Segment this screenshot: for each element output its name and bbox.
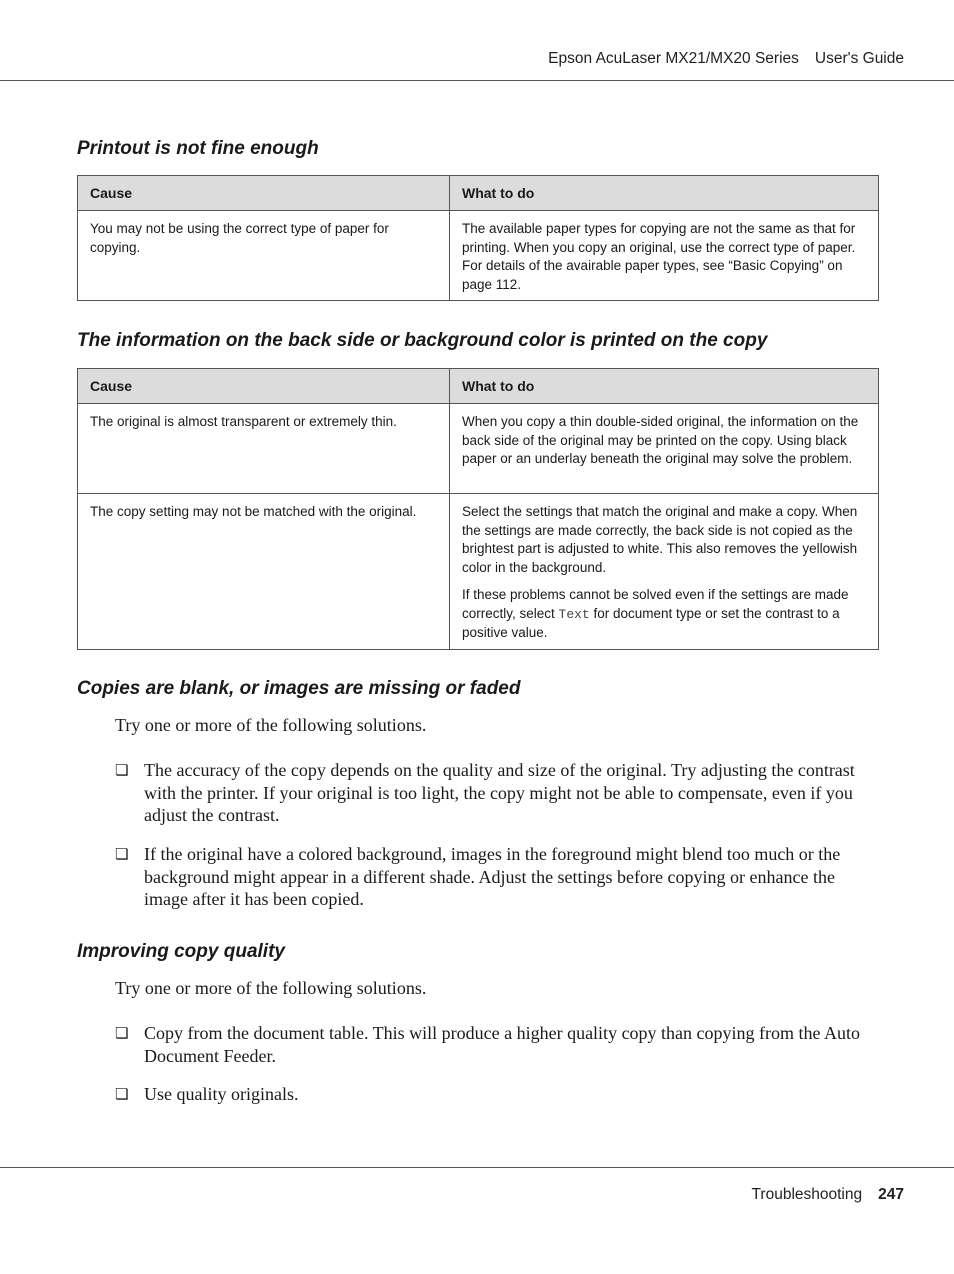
cause-cell: The original is almost transparent or extremely thin. (78, 404, 450, 494)
checkbox-bullet-icon: ❏ (115, 1085, 129, 1103)
table-printout (77, 175, 879, 301)
header-guide: User's Guide (814, 50, 904, 67)
column-header-cause: Cause (78, 176, 450, 211)
column-header-action: What to do (450, 176, 879, 211)
footer-section: Troubleshooting (751, 1186, 863, 1203)
section-heading-printout: Printout is not fine enough (77, 138, 319, 159)
section-heading-copy-quality: Improving copy quality (77, 941, 285, 962)
menu-value-text: Text (558, 606, 590, 622)
action-cell: The available paper types for copying are not the same as that for printing. When you copy an original, use the correct type of paper. For details of the avairable paper types, see “Basic Copying” on page 112. (450, 211, 879, 301)
column-header-cause: Cause (78, 369, 450, 404)
table-header-row (78, 176, 879, 211)
cause-cell: You may not be using the correct type of paper for copying. (78, 211, 450, 301)
section-heading-blank-copies: Copies are blank, or images are missing or faded (77, 678, 521, 699)
list-item: ❏ The accuracy of the copy depends on the quality and size of the original. Try adjusting the contrast with the printer. If your original is too light, the copy might not be able to compensate, even if you adjust the contrast. (115, 760, 855, 825)
list-item: ❏ If the original have a colored background, images in the foreground might blend too much or the background might appear in a different shade. Adjust the settings before copying or enhance the image after it has been copied. (115, 844, 841, 909)
table-back-side (77, 368, 879, 650)
list-item: ❏ Copy from the document table. This will produce a higher quality copy than copying from the Auto Document Feeder. (115, 1023, 861, 1066)
action-paragraph: Select the settings that match the original and make a copy. When the settings are made correctly, the back side is not copied as the brightest part is adjusted to white. This also removes the yellowish color in the background. (462, 504, 858, 575)
checkbox-bullet-icon: ❏ (115, 845, 129, 863)
cause-cell: The copy setting may not be matched with the original. (78, 494, 450, 650)
table-row (78, 494, 879, 650)
checkbox-bullet-icon: ❏ (115, 761, 129, 779)
page-header (548, 50, 904, 68)
table-row (78, 404, 879, 494)
intro-text: Try one or more of the following solutions. (115, 715, 427, 735)
table-header-row (78, 369, 879, 404)
checkbox-bullet-icon: ❏ (115, 1024, 129, 1042)
action-cell (450, 494, 879, 650)
list-item: ❏ Use quality originals. (115, 1084, 299, 1104)
action-paragraph: If these problems cannot be solved even if the settings are made correctly, select Text for document type or set the contrast to a positive value. (462, 587, 849, 640)
intro-text: Try one or more of the following solutions. (115, 978, 427, 998)
footer-rule (0, 1167, 954, 1168)
page-number: 247 (878, 1186, 904, 1203)
section-heading-back-side: The information on the back side or background color is printed on the copy (77, 330, 768, 351)
column-header-action: What to do (450, 369, 879, 404)
header-product: Epson AcuLaser MX21/MX20 Series (548, 50, 799, 67)
header-rule (0, 80, 954, 81)
action-cell: When you copy a thin double-sided original, the information on the back side of the original may be printed on the copy. Using black paper or an underlay beneath the original may solve the problem. (450, 404, 879, 494)
table-row (78, 211, 879, 301)
page-footer (752, 1186, 904, 1204)
